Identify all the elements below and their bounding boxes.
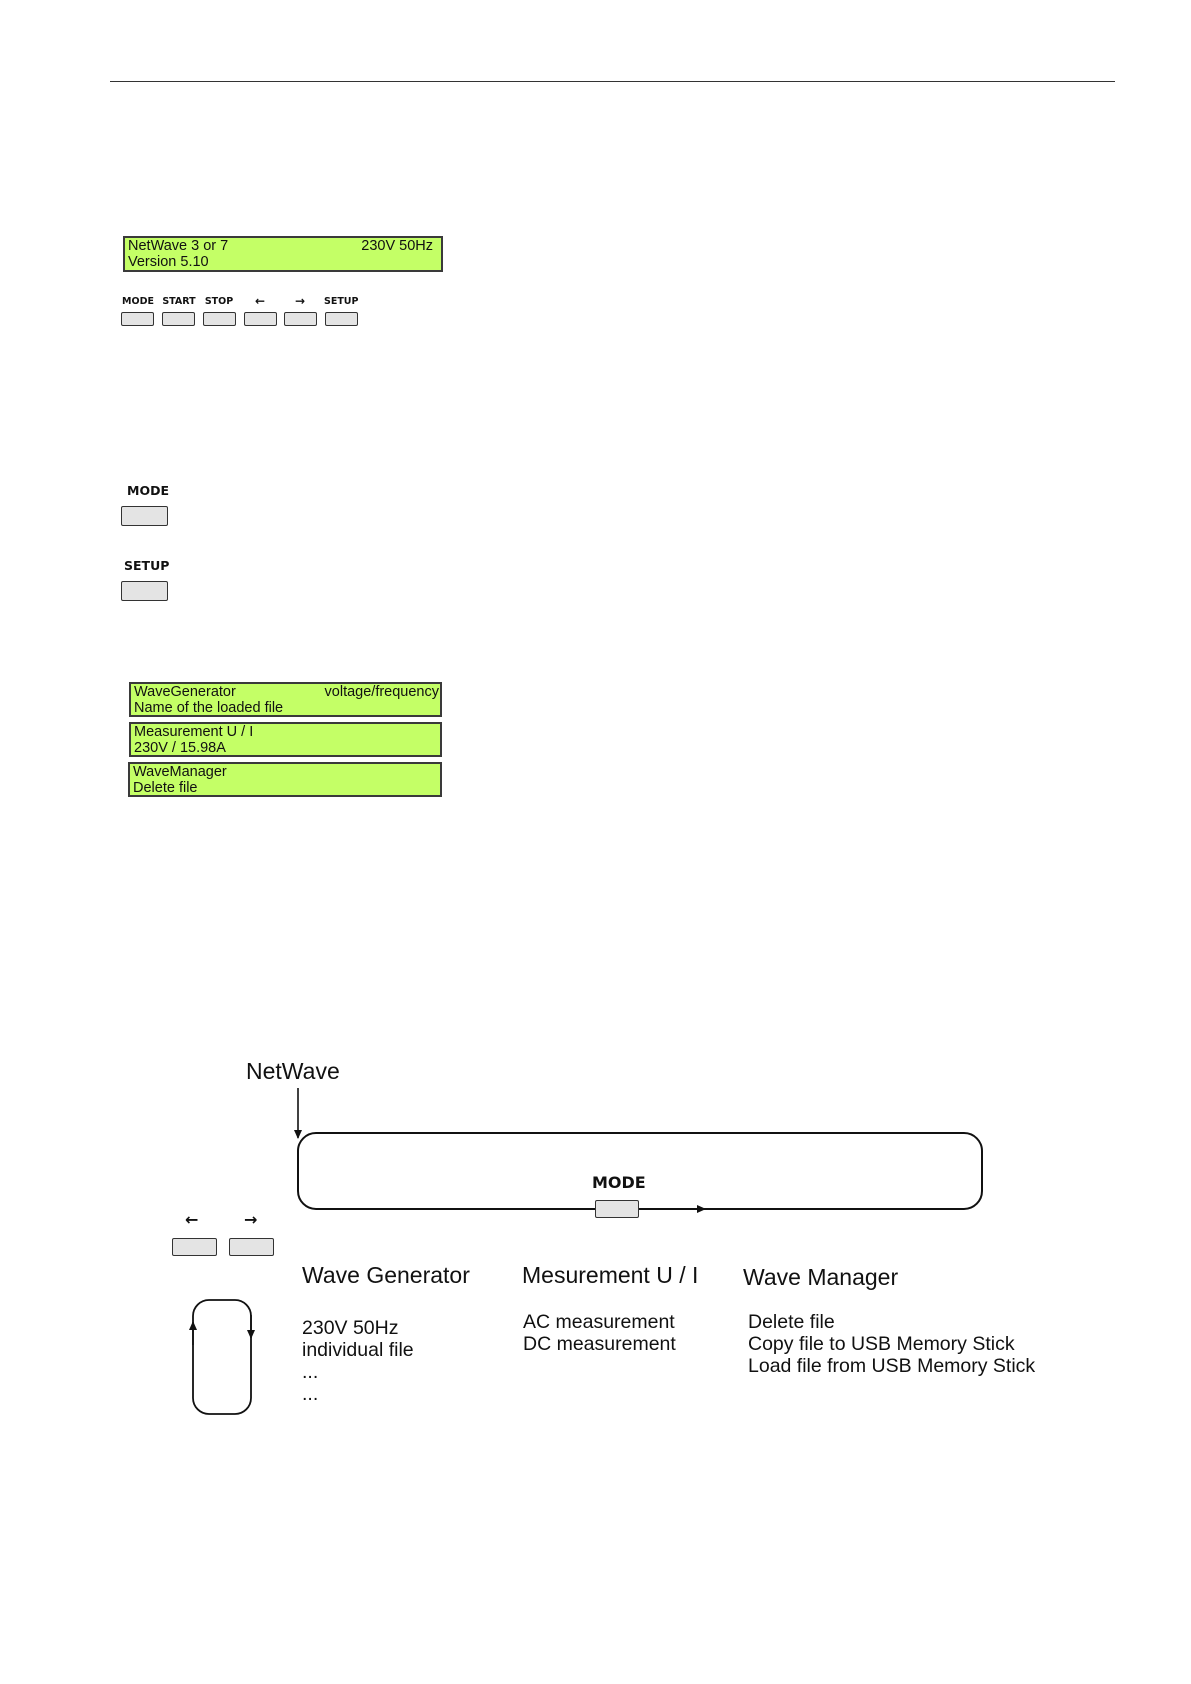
- arrow-right-icon: →: [244, 1210, 258, 1229]
- column-items-measurement: [523, 1311, 676, 1355]
- list-item: AC measurement: [523, 1311, 675, 1333]
- column-heading-measurement: Mesurement U / I: [522, 1262, 699, 1288]
- netwave-label: NetWave: [246, 1058, 340, 1084]
- lcd-line1-left: WaveManager: [133, 764, 227, 780]
- lcd-line1-right: 230V 50Hz: [361, 238, 433, 254]
- lcd-line1-left: WaveGenerator: [134, 684, 236, 700]
- arrow-right-icon: →: [294, 294, 306, 308]
- key-label-start: START: [162, 296, 196, 307]
- diagram-right-arrow-button[interactable]: [229, 1238, 274, 1256]
- lcd-line2: Name of the loaded file: [134, 700, 284, 716]
- column-heading-wave-generator: Wave Generator: [302, 1262, 470, 1288]
- loop-mode-button[interactable]: [595, 1200, 639, 1218]
- list-item: Copy file to USB Memory Stick: [748, 1333, 1015, 1355]
- list-item: Load file from USB Memory Stick: [748, 1355, 1036, 1377]
- list-item: individual file: [302, 1339, 414, 1361]
- diagram-left-arrow-button[interactable]: [172, 1238, 217, 1256]
- column-items-wave-generator: [302, 1317, 414, 1405]
- loop-mode-label: MODE: [592, 1173, 646, 1192]
- list-item: DC measurement: [523, 1333, 676, 1355]
- list-item: ...: [302, 1361, 319, 1383]
- lcd-line1-left: Measurement U / I: [134, 724, 254, 740]
- mode-loop: [298, 1133, 982, 1209]
- setup-key-label: SETUP: [124, 558, 170, 573]
- column-heading-wave-manager: Wave Manager: [743, 1264, 899, 1290]
- arrow-left-icon: ←: [185, 1210, 199, 1229]
- lcd-line2: Delete file: [133, 780, 198, 796]
- mode-key-label: MODE: [127, 483, 169, 498]
- list-item: 230V 50Hz: [302, 1317, 399, 1339]
- arrow-left-icon: ←: [254, 294, 266, 308]
- select-loop: [193, 1300, 251, 1414]
- lcd-line2: 230V / 15.98A: [134, 740, 226, 756]
- list-item: ...: [302, 1383, 319, 1405]
- lcd-line1-right: voltage/frequency: [324, 684, 439, 700]
- column-items-wave-manager: [748, 1311, 1035, 1377]
- lcd-line2: Version 5.10: [128, 254, 209, 270]
- list-item: Delete file: [748, 1311, 835, 1333]
- key-label-stop: STOP: [204, 296, 234, 307]
- key-label-mode: MODE: [122, 296, 154, 307]
- key-label-setup: SETUP: [324, 296, 359, 307]
- lcd-line1-left: NetWave 3 or 7: [128, 238, 229, 254]
